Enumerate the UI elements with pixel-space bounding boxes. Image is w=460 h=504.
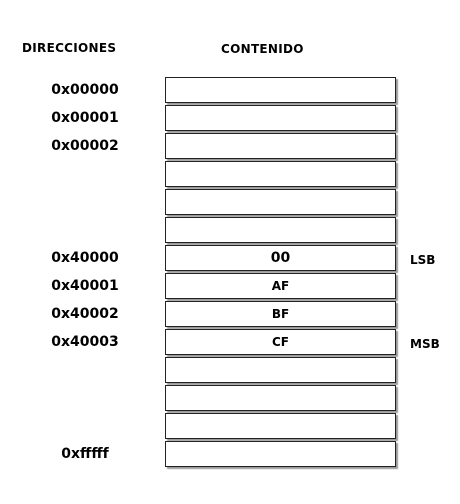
memory-cell (165, 217, 396, 243)
content-header: CONTENIDO (221, 42, 304, 56)
memory-cell (165, 161, 396, 187)
address-label-0x00002: 0x00002 (51, 138, 119, 154)
memory-cell-0x40000: 00 (165, 245, 396, 271)
memory-cell (165, 385, 396, 411)
address-label-0x40003: 0x40003 (51, 334, 119, 350)
lsb-label: LSB (410, 253, 436, 267)
memory-cell (165, 357, 396, 383)
address-label-0x40000: 0x40000 (51, 250, 119, 266)
address-label-0xfffff: 0xfffff (61, 446, 109, 462)
memory-cell (165, 133, 396, 159)
memory-cell-0x40001: AF (165, 273, 396, 299)
memory-cell-0x40002: BF (165, 301, 396, 327)
memory-cell-0xfffff (165, 441, 396, 467)
address-label-0x40002: 0x40002 (51, 306, 119, 322)
addresses-header: DIRECCIONES (22, 41, 117, 55)
msb-label: MSB (410, 337, 440, 351)
memory-cell (165, 77, 396, 103)
address-label-0x00000: 0x00000 (51, 82, 119, 98)
memory-cell (165, 189, 396, 215)
memory-cell (165, 105, 396, 131)
memory-cell-0x40003: CF (165, 329, 396, 355)
address-label-0x00001: 0x00001 (51, 110, 119, 126)
address-label-0x40001: 0x40001 (51, 278, 119, 294)
memory-cell (165, 413, 396, 439)
